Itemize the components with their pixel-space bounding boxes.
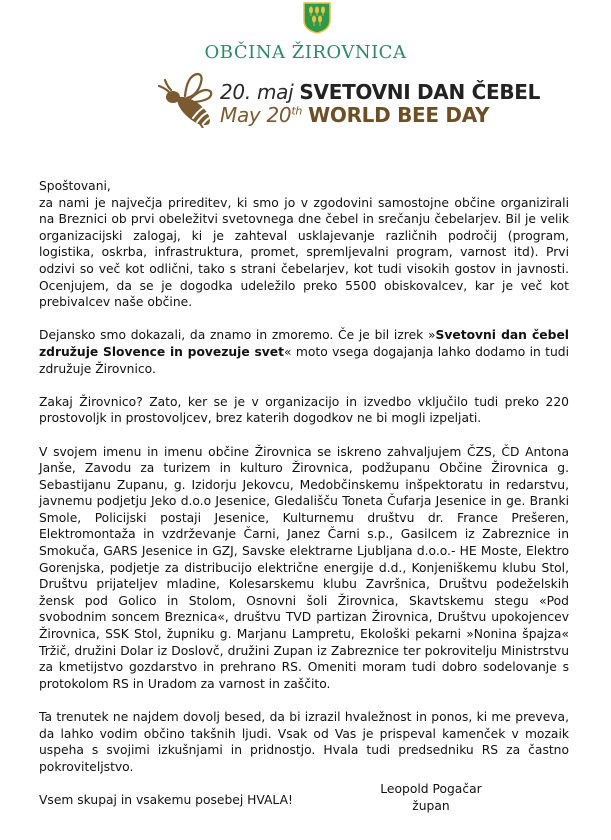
paragraph-5: Ta trenutek ne najdem dovolj besed, da bi izrazil hvaležnost in ponos, ki me preveva, da lahko vodim občino takšnih ljudi. Vsak od Vas je prispeval kamenček v mozaik uspeha s svojimi izkušnjami in pridnostjo. Hvala tudi predsedniku RS za častno pokroviteljstvo. [39, 710, 569, 774]
paragraph-2-end: « moto vsega dogajanja lahko dodamo in tudi združuje Žirovnico. [39, 344, 569, 376]
paragraph-3: Zakaj Žirovnico? Zato, ker se je v organizacijo in izvedbo vključilo tudi preko 220 prostovoljk in prostovoljcev, brez katerih dogodkov ne bi mogli izpeljati. [39, 394, 569, 426]
salutation: Spoštovani, [39, 179, 111, 193]
date-en [220, 103, 302, 127]
letter-body [39, 178, 569, 825]
bee-day-title-en [220, 103, 489, 127]
title-sl: SVETOVNI DAN ČEBEL [299, 80, 541, 104]
bee-icon [155, 72, 217, 128]
paragraph-4: V svojem imenu in imenu občine Žirovnica se iskreno zahvaljujem ČZS, ČD Antona Janše, Zavodu za turizem in kulturo Žirovnica, podžupanu Občine Žirovnica g. Sebastijanu Zupanu, g. Izidorju Jekovcu, Medobčinskemu inšpektoratu in redarstvu, javnemu podjetju Jeko d.o.o Jesenice, Gledališču Toneta Čufarja Jesenice in ge. Branki Smole, Policijski postaji Jesenice, Kulturnemu društvu dr. France Prešeren, Elektromontaža in vzdrževanje Čarni, Janez Čarni s.p., Gasilcem iz Zabreznice in Smokuča, GARS Jesenice in GZJ, Savske elektrarne Ljubljana d.o.o.- HE Moste, Elektro Gorenjska, podjetje za distribucijo električne energije d.d., Konjeniškemu klubu Stol, Društvu prijateljev mladine, Kolesarskemu klubu Završnica, Društvu podeželskih žensk pod Golico in Stolom, Osnovni šoli Žirovnica, Skavtskemu stegu «Pod svobodnim soncem Breznica«, društvu TVD partizan Žirovnica, Društvu upokojencev Žirovnica, SSK Stol, župniku g. Marjanu Lampretu, Ekološki pekarni »Nonina špajza« Tržič, družini Dolar iz Doslovč, družini Zupan iz Zabreznice ter pokrovitelju Ministrstvu za kmetijstvo gozdarstvo in prehrano RS. Omeniti moram tudi dobro sodelovanje s protokolom RS in Uradom za varnost in zaščito. [39, 444, 569, 691]
signatory-name: Leopold Pogačar [380, 782, 482, 796]
date-en-text: May 20 [220, 103, 292, 127]
title-en: WORLD BEE DAY [308, 103, 490, 127]
closing: Vsem skupaj in vsakemu posebej HVALA! [39, 792, 293, 807]
date-en-suffix: th [291, 104, 303, 118]
municipality-name: OBČINA ŽIROVNICA [204, 42, 407, 63]
letterhead [0, 0, 611, 140]
signature [376, 781, 486, 814]
paragraph-2-start: Dejansko smo dokazali, da znamo in zmoremo. Če je bil izrek » [39, 328, 436, 343]
paragraph-2 [39, 327, 569, 377]
bee-day-title-sl [220, 80, 540, 104]
date-sl: 20. maj [220, 80, 294, 104]
motto: Svetovni dan čebel združuje Slovence in povezuje svet [39, 328, 569, 359]
paragraph-1: za nami je največja prireditev, ki smo jo v zgodovini samostojne občine organizirali na Breznici ob prvi obeležitvi svetovnega dne čebel in srečanju čebelarjev. Bil je velik organizacijski zalogaj, ki je zahteval usklajevanje različnih področij (program, logistika, oskrba, infrastruktura, promet, spremljevalni program, varnost itd). Prvi odzivi so več kot odlični, tako s strani čebelarjev, kot tudi visokih gostov in javnosti. Ocenjujem, da se je dogodka udeležilo preko 5500 obiskovalcev, kar je več kot prebivalcev naše občine. [39, 195, 569, 310]
signatory-title: župan [412, 798, 450, 813]
coat-of-arms-icon [303, 2, 331, 34]
